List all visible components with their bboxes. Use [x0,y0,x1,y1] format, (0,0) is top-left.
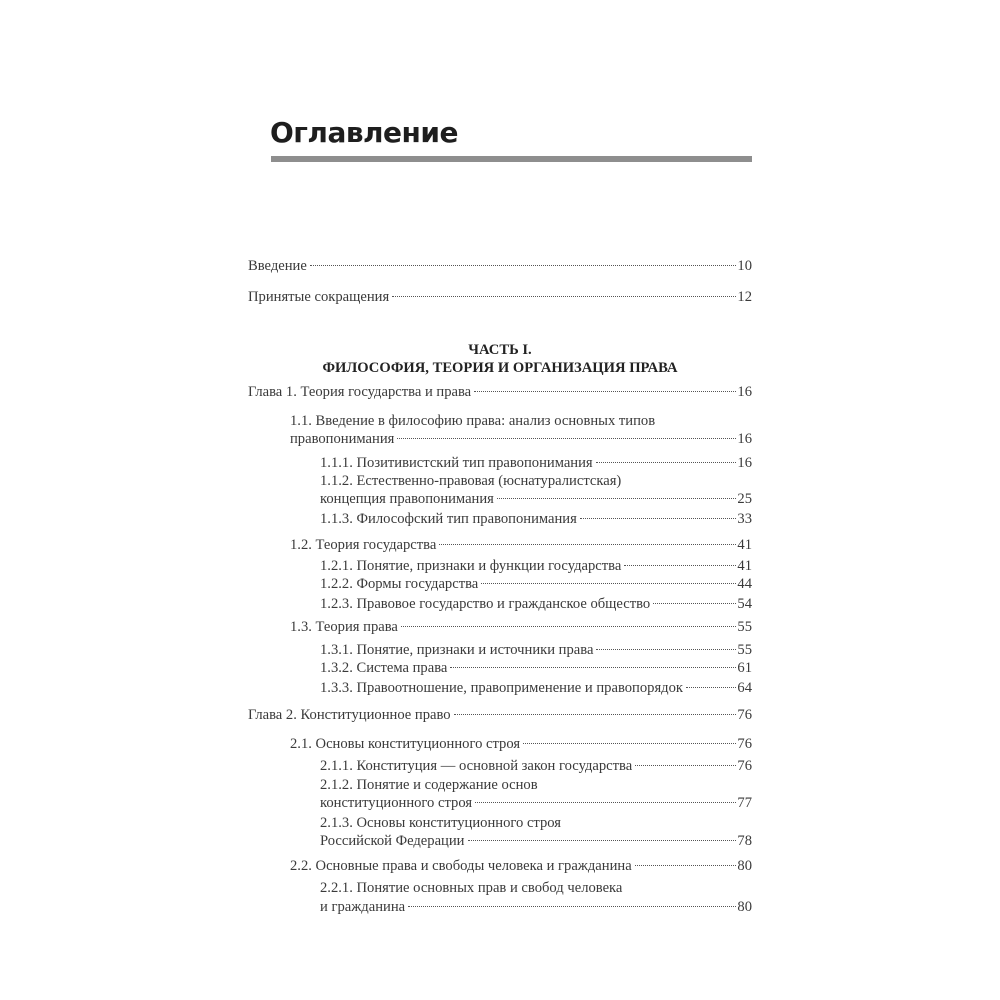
entry-title: 1.3. Теория права [290,619,398,635]
page-number: 12 [737,289,752,305]
toc-entry[interactable] [290,430,752,448]
entry-title[interactable]: 2.1.3. Основы конституционного строя [320,815,562,831]
page-number: 10 [737,258,752,274]
entry-title: 1.1.3. Философский тип правопонимания [320,511,577,527]
toc-entry[interactable] [290,536,752,554]
dot-leader [439,544,736,545]
entry-title-continued: конституционного строя [320,795,473,811]
part-heading: ЧАСТЬ I. [468,342,532,358]
entry-title: 2.1. Основы конституционного строя [290,736,521,752]
toc-entry[interactable] [248,257,752,275]
dot-leader [397,438,736,439]
toc-entry[interactable] [320,557,752,575]
entry-title: 1.3.1. Понятие, признаки и источники права [320,642,594,658]
dot-leader [392,296,736,297]
entry-title[interactable]: 2.1.2. Понятие и содержание основ [320,777,538,793]
toc-entry[interactable] [290,857,752,875]
entry-title[interactable]: 1.1. Введение в философию права: анализ основных типов [290,413,656,429]
entry-title: 1.2.1. Понятие, признаки и функции государства [320,558,622,574]
toc-entry[interactable] [320,898,752,916]
dot-leader [596,462,737,463]
dot-leader [523,743,736,744]
toc-entry[interactable] [290,735,752,753]
page-number: 77 [737,795,752,811]
toc-entry[interactable] [320,510,752,528]
toc-entry[interactable] [320,595,752,613]
dot-leader [635,765,736,766]
entry-title: 1.3.3. Правоотношение, правоприменение и правопорядок [320,680,683,696]
toc-entry[interactable] [320,679,752,697]
entry-title[interactable]: 1.1.2. Естественно-правовая (юснатуралистская) [320,473,622,489]
toc-entry[interactable] [320,490,752,508]
dot-leader [635,865,737,866]
dot-leader [401,626,737,627]
page-number: 64 [737,680,752,696]
entry-title-continued: Российской Федерации [320,833,465,849]
entry-title: Введение [248,258,307,274]
page-number: 55 [737,642,752,658]
entry-title[interactable]: 2.2.1. Понятие основных прав и свобод человека [320,880,623,896]
page-number: 61 [737,660,752,676]
toc-entry[interactable] [320,794,752,812]
page-number: 16 [737,455,752,471]
title-underline [271,156,752,162]
entry-title-continued: правопонимания [290,431,395,447]
page-number: 76 [737,736,752,752]
toc-entry[interactable] [290,618,752,636]
entry-title: 1.2.2. Формы государства [320,576,479,592]
page-number: 80 [737,858,752,874]
dot-leader [596,649,736,650]
entry-title: Глава 2. Конституционное право [248,707,451,723]
toc-entry[interactable] [320,575,752,593]
toc-entry[interactable] [320,454,752,472]
dot-leader [481,583,736,584]
entry-title-continued: и гражданина [320,899,406,915]
toc-entry[interactable] [320,641,752,659]
dot-leader [454,714,737,715]
dot-leader [408,906,736,907]
page-title: Оглавление [270,116,459,149]
toc-entry[interactable] [248,383,752,401]
dot-leader [653,603,736,604]
page-number: 41 [737,558,752,574]
entry-title: 2.2. Основные права и свободы человека и гражданина [290,858,632,874]
page-number: 16 [737,384,752,400]
page-number: 76 [737,758,752,774]
toc-entry[interactable] [320,757,752,775]
entry-title: 1.3.2. Система права [320,660,448,676]
dot-leader [580,518,737,519]
toc-entry[interactable] [320,832,752,850]
dot-leader [310,265,737,266]
entry-title: Глава 1. Теория государства и права [248,384,472,400]
part-title: ФИЛОСОФИЯ, ТЕОРИЯ И ОРГАНИЗАЦИЯ ПРАВА [322,360,678,376]
dot-leader [468,840,737,841]
entry-title: 2.1.1. Конституция — основной закон государства [320,758,633,774]
dot-leader [474,391,736,392]
dot-leader [475,802,736,803]
entry-title: Принятые сокращения [248,289,390,305]
toc-entry[interactable] [320,659,752,677]
page-number: 76 [737,707,752,723]
page-number: 25 [737,491,752,507]
page-number: 80 [737,899,752,915]
dot-leader [624,565,736,566]
page-number: 33 [737,511,752,527]
dot-leader [686,687,736,688]
dot-leader [497,498,737,499]
page-number: 55 [737,619,752,635]
entry-title: 1.2.3. Правовое государство и гражданское общество [320,596,651,612]
page-number: 78 [737,833,752,849]
dot-leader [450,667,736,668]
toc-entry[interactable] [248,706,752,724]
entry-title-continued: концепция правопонимания [320,491,494,507]
page-number: 16 [737,431,752,447]
entry-title: 1.1.1. Позитивистский тип правопонимания [320,455,593,471]
entry-title: 1.2. Теория государства [290,537,437,553]
toc-entry[interactable] [248,288,752,306]
page-number: 44 [737,576,752,592]
page-number: 54 [737,596,752,612]
page-number: 41 [737,537,752,553]
